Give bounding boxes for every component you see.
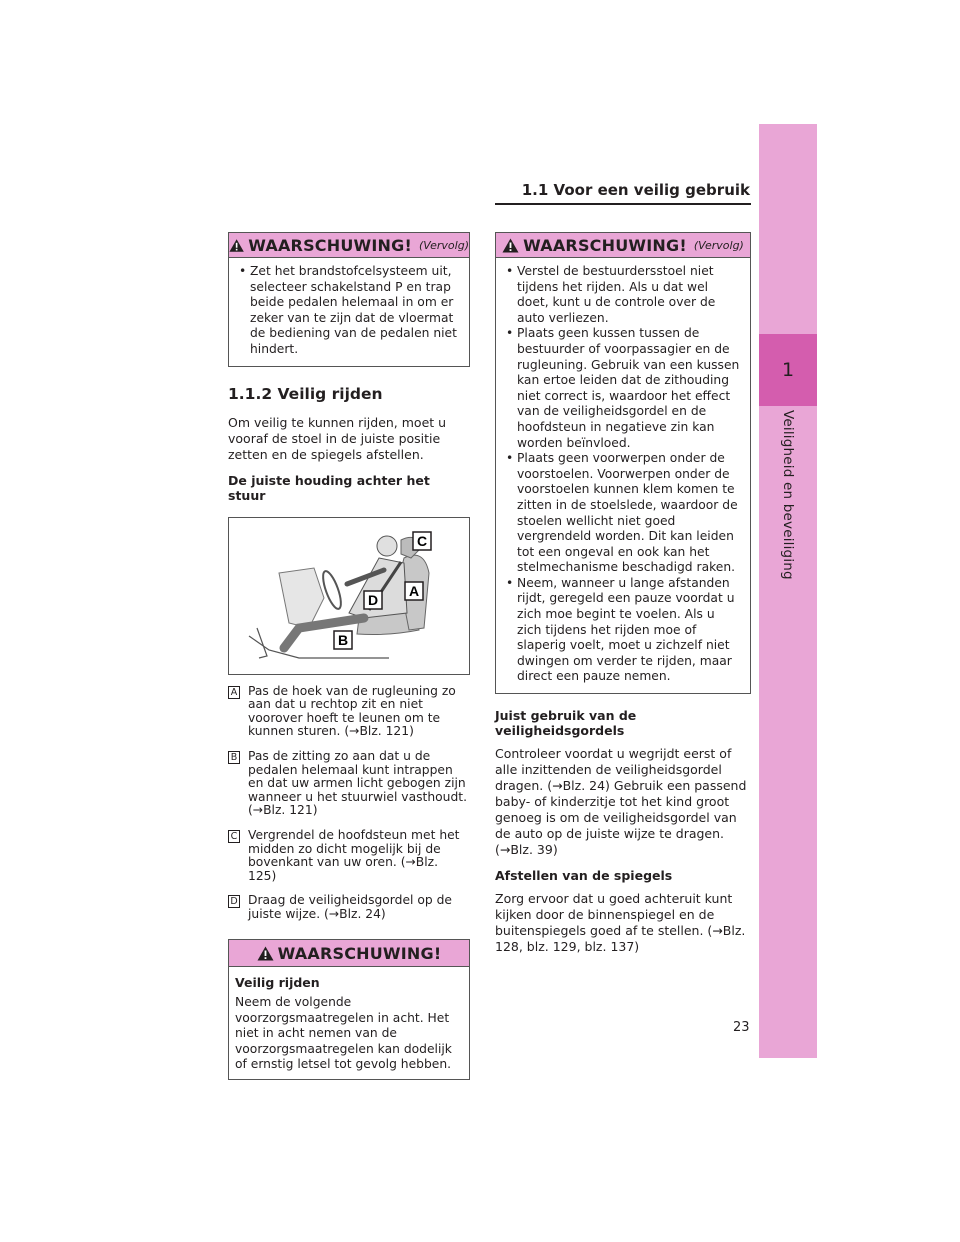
chapter-side-tab bbox=[759, 124, 817, 1058]
warning-bullet: • Plaats geen kussen tussen de bestuurder of voorpassagier en de rugleuning. Gebruik van een kussen kan ertoe leiden dat de zithouding niet correct is, waardoor het effect van de veiligheidsgordel en de hoofdsteun in negatieve zin kan worden beïnvloed. bbox=[502, 326, 742, 451]
warning-header bbox=[496, 233, 750, 258]
section-heading: 1.1.2 Veilig rijden bbox=[228, 384, 383, 403]
callout-key: A bbox=[228, 686, 240, 699]
warning-triangle-icon bbox=[257, 946, 274, 961]
callout-text: Draag de veiligheidsgordel op de juiste wijze. (→Blz. 24) bbox=[248, 893, 452, 921]
warning-bullet: • Neem, wanneer u lange afstanden rijdt, geregeld een pauze voordat u zich moe begint te voelen. Als u zich tijdens het rijden moe of slaperig voelt, moet u zichzelf niet dwingen om verder te rijden, maar direct een pauze nemen. bbox=[502, 576, 742, 685]
warning-box-safe-driving bbox=[228, 939, 470, 1080]
callout-b bbox=[228, 750, 470, 818]
seatbelt-paragraph: Controleer voordat u wegrijdt eerst of alle inzittenden de veiligheidsgordel dragen. (→Blz. 24) Gebruik een passend baby- of kinderzitje tot het kind groot genoeg is om de veiligheidsgordel van de auto op de juiste wijze te dragen. (→Blz. 39) bbox=[495, 746, 747, 858]
seatbelt-title: Juist gebruik van de veiligheidsgordels bbox=[495, 708, 637, 739]
warning-continued-label: (Vervolg) bbox=[418, 238, 469, 252]
warning-bullet: • Plaats geen voorwerpen onder de voorstoelen. Voorwerpen onder de voorstoelen kunnen klem komen te zitten in de stoelslede, waardoor de stoelen wellicht niet goed vergrendeld worden. Dit kan leiden tot een ongeval en ook kan het stelmechanisme beschadigd raken. bbox=[502, 451, 742, 576]
posture-title: De juiste houding achter het stuur bbox=[228, 472, 430, 503]
svg-text:B: B bbox=[337, 631, 349, 648]
callout-text: Pas de zitting zo aan dat u de pedalen helemaal kunt intrappen en dat uw armen licht gebogen zijn wanneer u het stuurwiel vasthoudt. (→Blz. 121) bbox=[248, 748, 467, 818]
intro-paragraph: Om veilig te kunnen rijden, moet u vooraf de stoel in de juiste positie zetten en de spiegels afstellen. bbox=[228, 414, 447, 462]
figure-label-d bbox=[364, 591, 382, 609]
warning-subtitle: Veilig rijden bbox=[235, 975, 320, 991]
svg-text:D: D bbox=[367, 591, 379, 608]
callout-a bbox=[228, 685, 470, 739]
section-header: 1.1 Voor een veilig gebruik bbox=[521, 181, 750, 199]
warning-body bbox=[496, 258, 750, 693]
chapter-number: 1 bbox=[759, 334, 817, 406]
figure-label-b bbox=[334, 631, 352, 649]
warning-header bbox=[229, 940, 469, 967]
warning-bullet: • Zet het brandstofcelsysteem uit, selecteer schakelstand P en trap beide pedalen helemaal in om er zeker van te zijn dat de vloermat de bediening van de pedalen niet hindert. bbox=[235, 264, 461, 358]
left-column bbox=[228, 232, 470, 1094]
warning-text: Neem de volgende voorzorgsmaatregelen in acht. Het niet in acht nemen van de voorzorgsmaatregelen kan dodelijk of ernstig letsel tot gevolg hebben. bbox=[235, 995, 452, 1072]
warning-box-continued-left bbox=[228, 232, 470, 367]
warning-title: WAARSCHUWING! bbox=[523, 235, 687, 255]
callout-c bbox=[228, 829, 470, 883]
svg-text:C: C bbox=[416, 532, 428, 549]
warning-continued-label: (Vervolg) bbox=[693, 238, 744, 252]
mirrors-paragraph: Zorg ervoor dat u goed achteruit kunt kijken door de binnenspiegel en de buitenspiegels goed af te stellen. (→Blz. 128, blz. 129, blz. 137) bbox=[495, 891, 746, 955]
svg-text:A: A bbox=[408, 582, 420, 599]
mirrors-title: Afstellen van de spiegels bbox=[495, 868, 673, 884]
warning-box-continued-right bbox=[495, 232, 751, 694]
figure-label-a bbox=[405, 582, 423, 600]
callout-key: B bbox=[228, 751, 240, 764]
chapter-title: Veiligheid en beveiliging bbox=[780, 410, 796, 580]
callout-key: C bbox=[228, 830, 240, 843]
warning-triangle-icon bbox=[229, 238, 244, 253]
callout-text: Vergrendel de hoofdsteun met het midden zo dicht mogelijk bij de bovenkant van uw oren. (→Blz. 125) bbox=[248, 827, 460, 883]
warning-body bbox=[229, 967, 469, 1079]
warning-bullet: • Verstel de bestuurdersstoel niet tijdens het rijden. Als u dat wel doet, kunt u de controle over de auto verliezen. bbox=[502, 264, 742, 326]
warning-header bbox=[229, 233, 469, 258]
callout-d bbox=[228, 894, 470, 921]
warning-triangle-icon bbox=[502, 238, 519, 253]
callout-key: D bbox=[228, 895, 240, 908]
warning-title: WAARSCHUWING! bbox=[277, 943, 442, 963]
callout-text: Pas de hoek van de rugleuning zo aan dat u rechtop zit en niet voorover hoeft te leunen om te kunnen sturen. (→Blz. 121) bbox=[248, 683, 456, 739]
figure-label-c bbox=[413, 532, 431, 550]
header-rule bbox=[495, 203, 751, 205]
right-column bbox=[495, 232, 751, 965]
page-number: 23 bbox=[733, 1020, 750, 1035]
warning-title: WAARSCHUWING! bbox=[248, 235, 412, 255]
warning-body bbox=[229, 258, 469, 366]
driving-posture-figure bbox=[228, 517, 470, 675]
driver-seat-illustration bbox=[229, 518, 471, 674]
